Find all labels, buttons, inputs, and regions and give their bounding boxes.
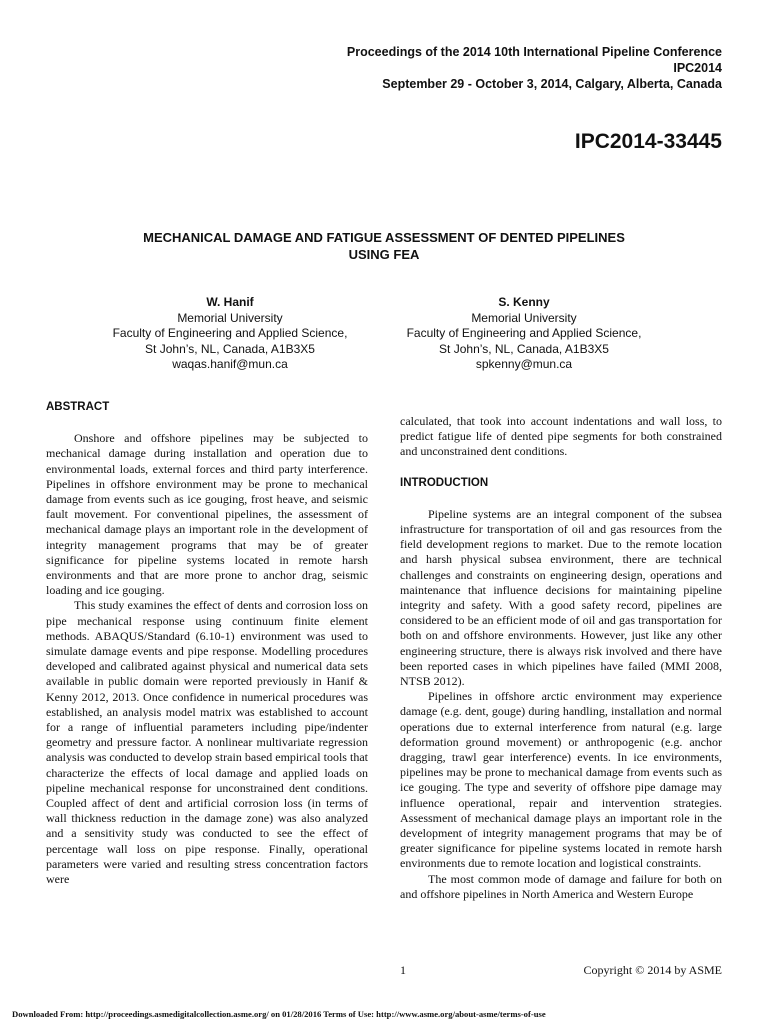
left-column [46, 400, 368, 887]
introduction-paragraph: The most common mode of damage and failure for both on and offshore pipelines in North America and Western Europe [400, 871, 722, 901]
author-address: St John’s, NL, Canada, A1B3X5 [439, 341, 609, 356]
abstract-heading: ABSTRACT [46, 401, 110, 413]
abstract-paragraph-continued: calculated, that took into account indentations and wall loss, to predict fatigue life of dented pipe segments for both constrained and unconstrained dent conditions. [400, 414, 722, 459]
paper-id: IPC2014-33445 [574, 130, 722, 153]
conference-acronym: IPC2014 [673, 61, 722, 75]
download-footer: Downloaded From: http://proceedings.asmedigitalcollection.asme.org/ on 01/28/2016 Terms of Use: http://www.asme.org/about-asme/terms-of-use [12, 1009, 546, 1019]
page-number: 1 [400, 963, 406, 977]
author-name: S. Kenny [498, 295, 550, 309]
author-block-2 [374, 295, 674, 373]
author-email[interactable]: spkenny@mun.ca [475, 357, 573, 371]
paper-title-line2: USING FEA [348, 247, 420, 262]
introduction-heading: INTRODUCTION [400, 476, 489, 489]
conference-header [162, 44, 722, 92]
author-email[interactable]: waqas.hanif@mun.ca [172, 357, 288, 371]
author-name: W. Hanif [206, 295, 254, 309]
introduction-paragraph: Pipelines in offshore arctic environment may experience damage (e.g. dent, gouge) during handling, installation and normal operations due to external interference from natural (e.g. large deformation ground movement) or anthropogenic (e.g. anchor dragging, trawl gear interference) events. In ice environments, pipelines may be prone to mechanical damage from events such as ice gouging. The type and severity of offshore pipe damage may influence operational, repair and intervention strategies. Assessment of mechanical damage plays an important role in the development of integrity management programs that may be of greater significance for pipeline systems located in remote harsh environments due to remote location and logistical constraints. [400, 689, 722, 871]
conference-title: Proceedings of the 2014 10th International Pipeline Conference [346, 45, 722, 59]
abstract-paragraph: This study examines the effect of dents and corrosion loss on pipe mechanical response using continuum finite element methods. ABAQUS/Standard (6.10-1) environment was used to simulate damage events and pipe response. Modelling procedures developed and calibrated against physical and numerical data sets available in public domain were reported previously in Hanif & Kenny 2012, 2013. Once confidence in numerical procedures was established, an analysis model matrix was established to account for a range of influential parameters including pipe/indenter geometry and pressure factor. A nonlinear multivariate regression analysis was conducted to develop strain based empirical tools that characterize the effects of local damage and applied loads on pipeline mechanical response for unconstrained dent conditions. Coupled affect of dent and artificial corrosion loss (in terms of wall thickness reduction in the damage zone) was also analyzed and a sensitivity study was conducted to see the effect of percentage wall loss on pipe response. Finally, operational parameters were varied and resulting stress concentration factors were [46, 598, 368, 887]
author-affiliation: Memorial University [177, 310, 283, 325]
author-affiliation: Memorial University [471, 310, 577, 325]
copyright-notice: Copyright © 2014 by ASME [583, 963, 722, 977]
paper-title-line1: MECHANICAL DAMAGE AND FATIGUE ASSESSMENT OF DENTED PIPELINES [143, 230, 625, 245]
introduction-paragraph: Pipeline systems are an integral component of the subsea infrastructure for transportation of oil and gas resources from the field development regions to market. Due to the remote location and harsh physical subsea environment, there are technical challenges and constraints on engineering design, operations and maintenance that influence decisions for maintaining pipeline integrity and safety. With a good safety record, pipelines are considered to be an efficient mode of oil and gas transportation for both on and offshore environments. However, just like any other engineering structure, there is always risk involved and there have been reported cases in which pipelines have failed (MMI 2008, NTSB 2012). [400, 506, 722, 689]
author-department: Faculty of Engineering and Applied Science, [406, 326, 642, 340]
right-column [400, 414, 722, 902]
author-address: St John’s, NL, Canada, A1B3X5 [145, 341, 315, 356]
abstract-paragraph: Onshore and offshore pipelines may be subjected to mechanical damage during installation and operation due to environmental loads, external forces and third party interference. Pipelines in offshore environment may be prone to mechanical damage from events such as ice gouging, frost heave, and seismic fault movement. For conventional pipelines, the assessment of mechanical damage plays an important role in the development of integrity management programs that may be of greater significance for pipeline systems located in remote harsh environments and that are more prone to anchor drag, seismic loading and ice gouging. [46, 431, 368, 598]
author-block-1 [80, 295, 380, 373]
author-department: Faculty of Engineering and Applied Science, [112, 326, 348, 340]
paper-title [80, 229, 688, 263]
conference-dates-location: September 29 - October 3, 2014, Calgary, Alberta, Canada [382, 77, 722, 91]
